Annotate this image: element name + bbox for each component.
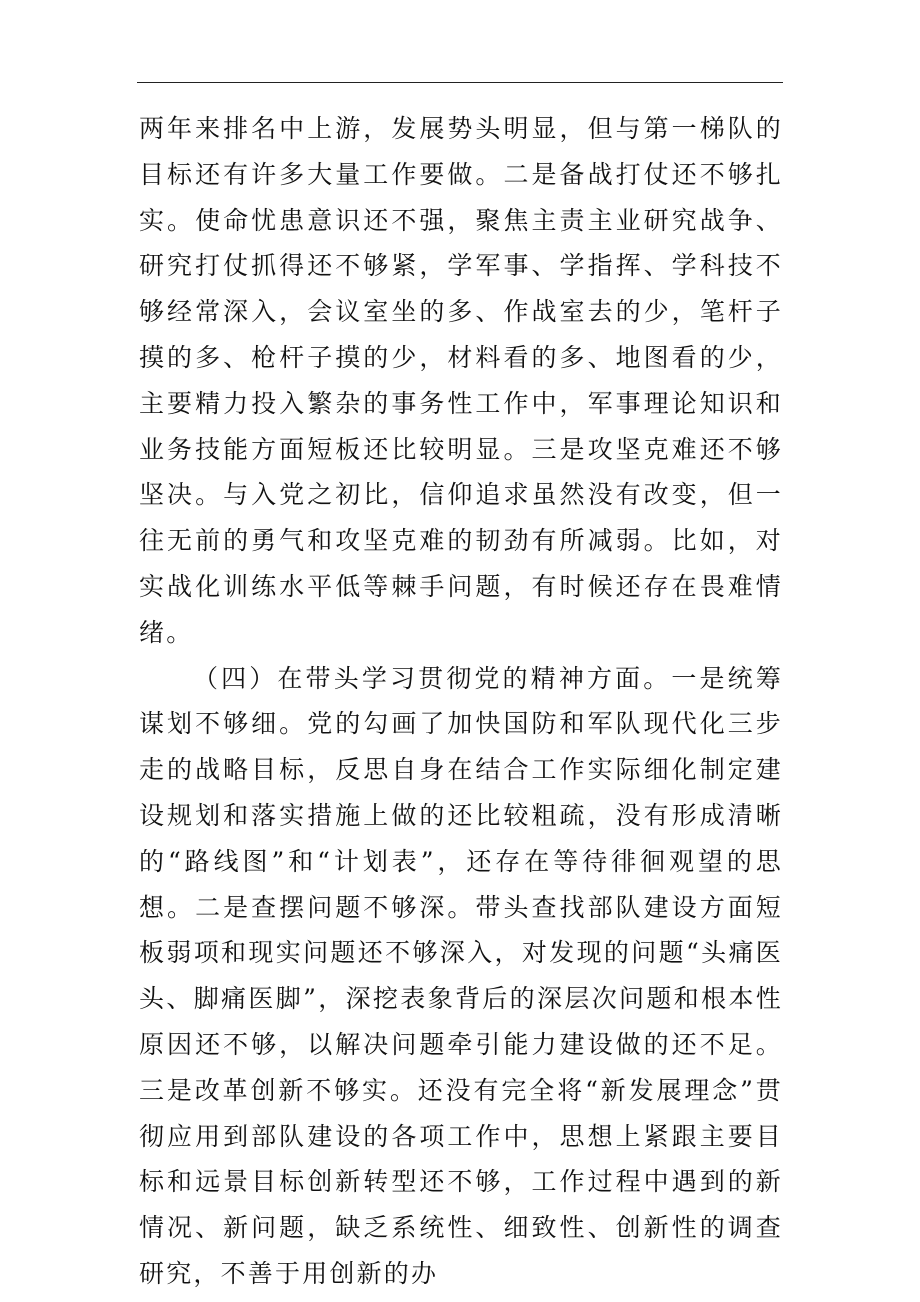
header-rule: [137, 82, 783, 83]
paragraph-section-four: （四）在带头学习贯彻党的精神方面。一是统筹谋划不够细。党的勾画了加快国防和军队现代化三步走的战略目标，反思自身在结合工作实际细化制定建设规划和落实措施上做的还比较粗疏，没有形成清晰的“路线图”和“计划表”，还存在等待徘徊观望的思想。二是查摆问题不够深。带头查找部队建设方面短板弱项和现实问题还不够深入，对发现的问题“头痛医头、脚痛医脚”，深挖表象背后的深层次问题和根本性原因还不够，以解决问题牵引能力建设做的还不足。三是改革创新不够实。还没有完全将“新发展理念”贯彻应用到部队建设的各项工作中，思想上紧跟主要目标和远景目标创新转型还不够，工作过程中遇到的新情况、新问题，缺乏系统性、细致性、创新性的调查研究，不善于用创新的办: [139, 663, 783, 1288]
document-body: [139, 106, 783, 1297]
paragraph-continuation: 两年来排名中上游，发展势头明显，但与第一梯队的目标还有许多大量工作要做。二是备战打仗还不够扎实。使命忧患意识还不强，聚焦主责主业研究战争、研究打仗抓得还不够紧，学军事、学指挥、学科技不够经常深入，会议室坐的多、作战室去的少，笔杆子摸的多、枪杆子摸的少，材料看的多、地图看的少，主要精力投入繁杂的事务性工作中，军事理论知识和业务技能方面短板还比较明显。三是攻坚克难还不够坚决。与入党之初比，信仰追求虽然没有改变，但一往无前的勇气和攻坚克难的韧劲有所减弱。比如，对实战化训练水平低等棘手问题，有时候还存在畏难情绪。: [139, 114, 783, 647]
